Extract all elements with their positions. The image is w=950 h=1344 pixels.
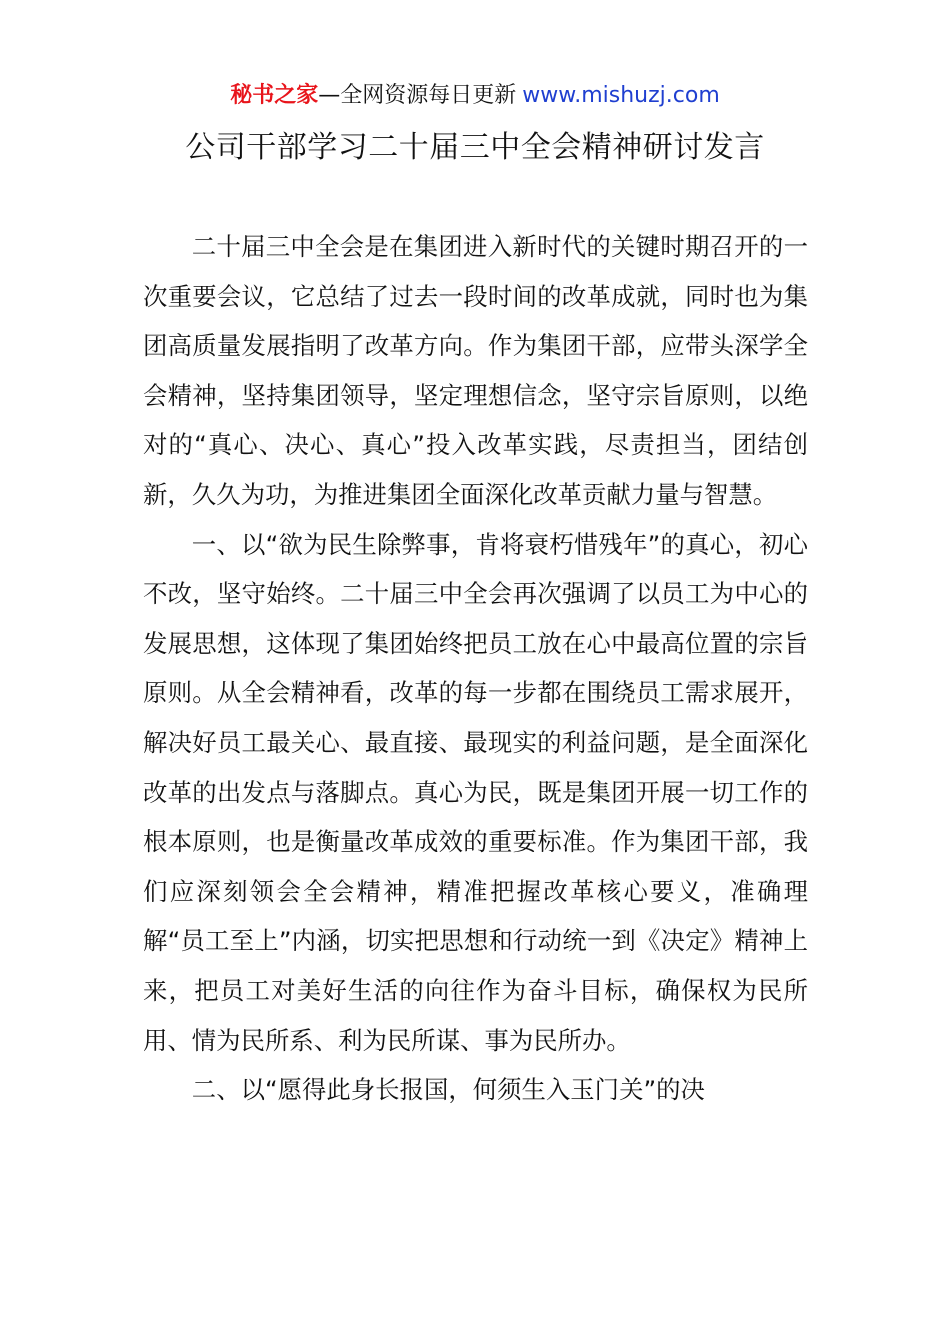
site-url-link[interactable]: www.mishuzj.com — [522, 83, 720, 108]
brand-name: 秘书之家 — [230, 83, 319, 108]
site-header — [0, 80, 950, 112]
paragraph-intro: 二十届三中全会是在集团进入新时代的关键时期召开的一次重要会议，它总结了过去一段时间的改革成就，同时也为集团高质量发展指明了改革方向。作为集团干部，应带头深学全会精神，坚持集团领导，坚定理想信念，坚守宗旨原则，以绝对的“真心、决心、真心”投入改革实践，尽责担当，团结创新，久久为功，为推进集团全面深化改革贡献力量与智慧。 — [143, 232, 808, 509]
document-body — [143, 222, 808, 1115]
document-title: 公司干部学习二十届三中全会精神研讨发言 — [185, 130, 765, 165]
paragraph-section-two: 二、以“愿得此身长报国，何须生入玉门关”的决 — [191, 1075, 705, 1105]
header-tagline: —全网资源每日更新 — [318, 83, 517, 108]
paragraph-section-one: 一、以“欲为民生除弊事，肯将衰朽惜残年”的真心，初心不改，坚守始终。二十届三中全会再次强调了以员工为中心的发展思想，这体现了集团始终把员工放在心中最高位置的宗旨原则。从全会精神看，改革的每一步都在围绕员工需求展开，解决好员工最关心、最直接、最现实的利益问题，是全面深化改革的出发点与落脚点。真心为民，既是集团开展一切工作的根本原则，也是衡量改革成效的重要标准。作为集团干部，我们应深刻领会全会精神，精准把握改革核心要义，准确理解“员工至上”内涵，切实把思想和行动统一到《决定》精神上来，把员工对美好生活的向往作为奋斗目标，确保权为民所用、情为民所系、利为民所谋、事为民所办。 — [143, 529, 808, 1055]
